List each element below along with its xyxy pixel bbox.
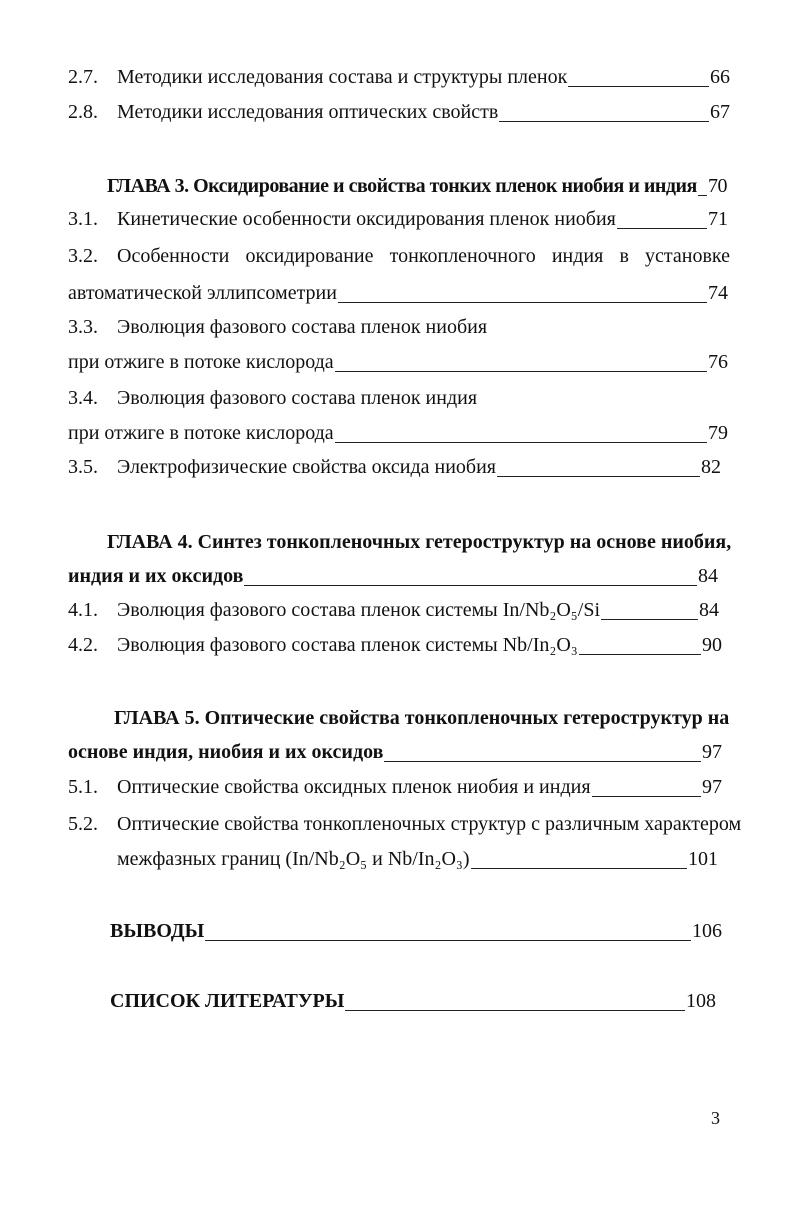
- toc-entry-3-1: [68, 206, 728, 232]
- leader-line: [384, 761, 701, 762]
- entry-page: 71: [708, 208, 728, 230]
- entry-page: 84: [698, 565, 718, 587]
- toc-entry-5-1: [68, 774, 722, 800]
- toc-conclusions: [110, 918, 722, 944]
- entry-page: 82: [701, 456, 721, 478]
- leader-line: [345, 1010, 685, 1011]
- entry-number: 5.2.: [68, 813, 98, 835]
- toc-references: [110, 988, 716, 1014]
- chapter-title-line1: ГЛАВА 5. Оптические свойства тонкопленочных гетероструктур на: [114, 707, 730, 729]
- entry-title: Оптические свойства оксидных пленок ниобия и индия: [117, 776, 591, 798]
- chapter-title-line2: основе индия, ниобия и их оксидов: [68, 741, 384, 763]
- entry-number: 3.3.: [68, 316, 98, 338]
- page-number: 3: [711, 1108, 720, 1128]
- entry-number: 2.8.: [68, 101, 98, 123]
- entry-title-line2: автоматической эллипсометрии: [68, 282, 337, 304]
- leader-line: [497, 476, 700, 477]
- entry-page: 97: [702, 741, 722, 763]
- leader-line: [568, 86, 709, 87]
- chapter-title-line2: индия и их оксидов: [68, 565, 244, 587]
- entry-title-line1: Эволюция фазового состава пленок индия: [117, 387, 478, 409]
- entry-number: 3.5.: [68, 456, 98, 478]
- leader-line: [617, 228, 707, 229]
- entry-number: 4.1.: [68, 599, 98, 621]
- entry-title: Эволюция фазового состава пленок системы In/Nb₂O₅/Si: [117, 599, 601, 621]
- toc-entry-2-8: [68, 99, 730, 125]
- entry-page: 66: [710, 66, 730, 88]
- toc-chapter-3: [107, 173, 727, 199]
- section-title: ВЫВОДЫ: [110, 920, 205, 942]
- entry-number: 5.1.: [68, 776, 98, 798]
- leader-line: [698, 195, 707, 196]
- entry-title-line1: Эволюция фазового состава пленок ниобия: [117, 316, 488, 338]
- entry-page: 79: [708, 422, 728, 444]
- entry-number: 4.2.: [68, 634, 98, 656]
- entry-title: Методики исследования состава и структуры пленок: [117, 66, 568, 88]
- toc-entry-3-5: [68, 454, 721, 480]
- leader-line: [335, 371, 707, 372]
- leader-line: [499, 121, 709, 122]
- leader-line: [338, 302, 707, 303]
- entry-number: 3.2.: [68, 245, 98, 267]
- entry-title: Методики исследования оптических свойств: [117, 101, 499, 123]
- entry-page: 90: [702, 634, 722, 656]
- leader-line: [592, 796, 701, 797]
- leader-line: [335, 442, 707, 443]
- entry-page: 106: [692, 920, 722, 942]
- entry-page: 70: [708, 175, 727, 197]
- leader-line: [244, 585, 697, 586]
- entry-number: 3.1.: [68, 208, 98, 230]
- entry-title-line1: Особенности оксидирование тонкопленочного индия в установке: [117, 245, 730, 267]
- entry-title: Кинетические особенности оксидирования пленок ниобия: [117, 208, 616, 230]
- entry-title-line2: при отжиге в потоке кислорода: [68, 422, 334, 444]
- entry-title: Электрофизические свойства оксида ниобия: [117, 456, 497, 478]
- entry-page: 84: [699, 599, 719, 621]
- entry-page: 67: [710, 101, 730, 123]
- toc-entry-2-7: [68, 64, 730, 90]
- entry-title-line2: при отжиге в потоке кислорода: [68, 351, 334, 373]
- entry-page: 76: [708, 351, 728, 373]
- toc-entry-4-1: [68, 597, 719, 623]
- section-title: СПИСОК ЛИТЕРАТУРЫ: [110, 990, 345, 1012]
- entry-page: 97: [702, 776, 722, 798]
- entry-title-line1: Оптические свойства тонкопленочных структур с различным характером: [117, 813, 742, 835]
- leader-line: [205, 940, 691, 941]
- chapter-title: ГЛАВА 3. Оксидирование и свойства тонких пленок ниобия и индия: [107, 175, 697, 197]
- toc-entry-4-2: [68, 632, 722, 658]
- entry-title: Эволюция фазового состава пленок системы Nb/In₂O₃: [117, 634, 578, 656]
- leader-line: [579, 654, 701, 655]
- leader-line: [471, 868, 687, 869]
- entry-number: 3.4.: [68, 387, 98, 409]
- entry-title-line2: межфазных границ (In/Nb₂O₅ и Nb/In₂O₃): [117, 848, 470, 870]
- entry-page: 101: [688, 848, 718, 870]
- entry-number: 2.7.: [68, 66, 98, 88]
- chapter-title-line1: ГЛАВА 4. Синтез тонкопленочных гетероструктур на основе ниобия,: [107, 531, 732, 553]
- leader-line: [601, 619, 698, 620]
- entry-page: 108: [686, 990, 716, 1012]
- entry-page: 74: [708, 282, 728, 304]
